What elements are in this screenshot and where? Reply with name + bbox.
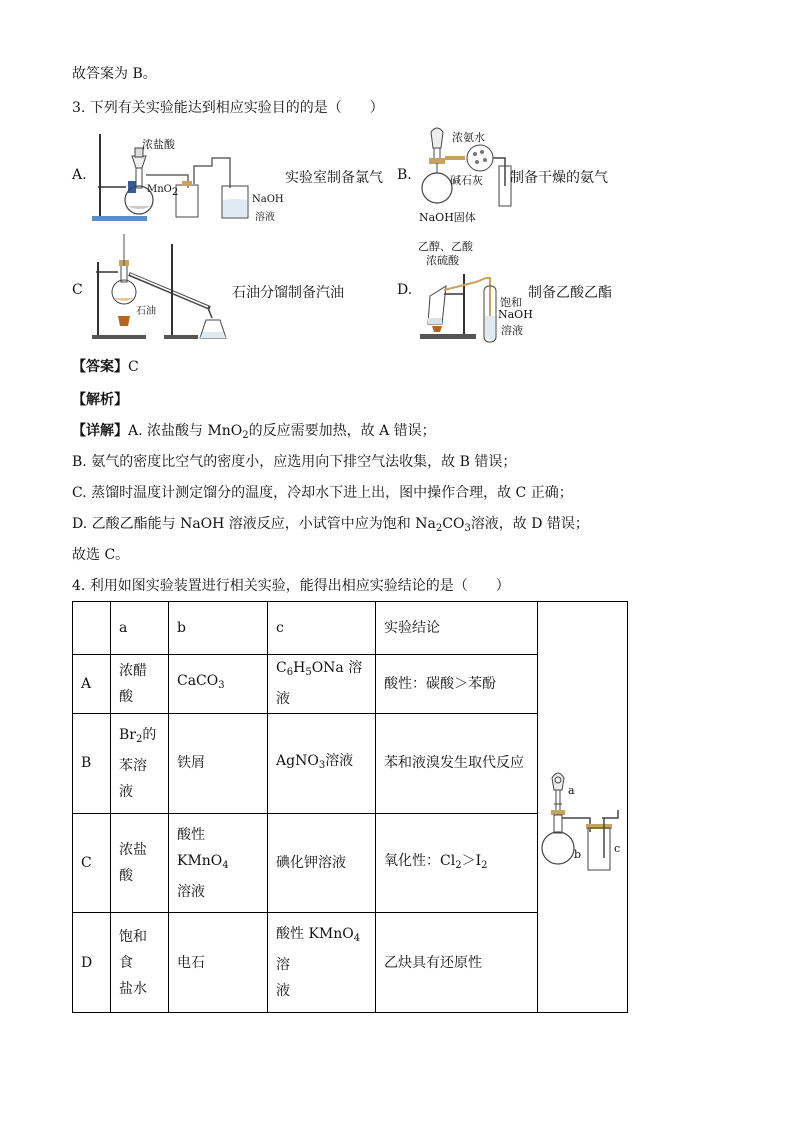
apparatus-a-acid-label: 浓盐酸 [142,138,175,151]
q3-option-b-letter: B. [397,167,412,183]
cell-a: 饱和食 盐水 [111,913,169,1013]
q3-detail-b: B. 氨气的密度比空气的密度小，应选用向下排空气法收集，故 B 错误； [72,454,517,470]
cell-b: CaCO$_3$ [169,655,268,713]
cell-b: 铁屑 [169,713,268,813]
apparatus-d-acid-label: 浓硫酸 [426,254,459,267]
apparatus-a-naoh-label: NaOH [252,194,284,205]
q3-option-c-caption: 石油分馏制备汽油 [232,285,344,301]
cell-c: 酸性 KMnO$_4$溶 液 [268,913,376,1013]
cell-a: 浓醋酸 [111,655,169,713]
q3-answer: 【答案】C [72,359,139,375]
header-cell-a: a [111,602,169,655]
apparatus-b-dryer-label: 碱石灰 [450,174,483,187]
q3-option-b-caption: 制备干燥的氨气 [510,170,608,186]
apparatus-d-figure [416,234,536,344]
header-cell-conclusion: 实验结论 [376,602,538,655]
apparatus-label-a: a [568,784,575,797]
q4-stem: 4. 利用如图实验装置进行相关实验，能得出相应实验结论的是（ ） [72,578,510,594]
cell-a: 浓盐酸 [111,814,169,913]
apparatus-d-saturated-label: 饱和 [500,296,522,309]
row-label: D [73,913,111,1013]
row-label: B [73,713,111,813]
q3-option-d-caption: 制备乙酸乙酯 [528,285,612,301]
q3-option-c-letter: C [72,282,83,298]
apparatus-d-solution-label: 溶液 [501,324,523,337]
cell-conclusion: 苯和液溴发生取代反应 [376,713,538,813]
header-cell [73,602,111,655]
apparatus-d-naoh-label: NaOH [498,308,533,321]
apparatus-a-solution-label: 溶液 [255,212,275,223]
q3-detail-c: C. 蒸馏时温度计测定馏分的温度，冷却水下进上出，图中操作合理，故 C 正确； [72,485,573,501]
apparatus-cell [538,602,628,1013]
cell-c: $C_6H_5ONa$ 溶液 [268,655,376,713]
apparatus-d-reagent-label: 乙醇、乙酸 [418,240,473,253]
row-label: C [73,814,111,913]
q3-detail-d: D. 乙酸乙酯能与 NaOH 溶液反应，小试管中应为饱和 $Na_2CO_3$溶液，故 D 错误； [72,516,589,534]
cell-b: 电石 [169,913,268,1013]
q3-stem: 3. 下列有关实验能达到相应实验目的的是（ ） [72,100,384,116]
q3-analysis-tag: 【解析】 [72,392,128,408]
cell-conclusion: 氧化性：$Cl_2>I_2$ [376,814,538,913]
table-header-row [73,602,628,655]
apparatus-a-figure [90,128,284,224]
apparatus-b-figure [415,126,515,224]
apparatus-b-solid-label: NaOH固体 [419,211,476,224]
cell-c: 碘化钾溶液 [268,814,376,913]
previous-answer: 故答案为 B。 [72,66,157,82]
apparatus-c-figure [88,234,248,342]
cell-b: 酸性 KMnO$_4$ 溶液 [169,814,268,913]
q3-conclusion: 故选 C。 [72,547,130,563]
header-cell-b: b [169,602,268,655]
apparatus-label-c: c [614,842,621,855]
cell-a: $Br_2$的 苯溶液 [111,713,169,813]
apparatus-label-b: b [574,848,582,861]
cell-conclusion: 乙炔具有还原性 [376,913,538,1013]
cell-conclusion: 酸性：碳酸＞苯酚 [376,655,538,713]
row-label: A [73,655,111,713]
apparatus-a-solid-label: MnO$_2$ [147,184,179,198]
apparatus-b-liquid-label: 浓氨水 [452,131,485,144]
q3-option-a-letter: A. [72,167,87,183]
q3-detail-a: 【详解】A. 浓盐酸与 MnO$_2$的反应需要加热，故 A 错误； [72,423,436,441]
q3-option-d-letter: D. [397,282,413,298]
q3-option-a-caption: 实验室制备氯气 [285,170,383,186]
cell-c: AgNO$_3$溶液 [268,713,376,813]
apparatus-c-oil-label: 石油 [136,306,156,317]
header-cell-c: c [268,602,376,655]
q4-table [72,601,628,1013]
